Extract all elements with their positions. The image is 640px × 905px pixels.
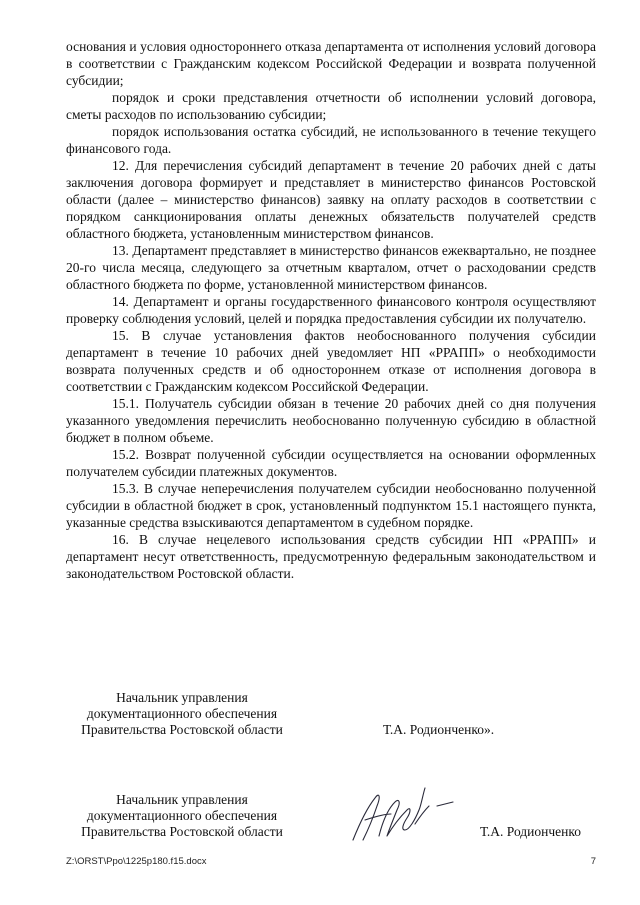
signature-title-line: документационного обеспечения [86,706,278,721]
signature-title-2 [66,792,298,840]
paragraph: 15.2. Возврат полученной субсидии осуществляется на основании оформленных получателем субсидии платежных документов. [66,447,596,479]
paragraph: порядок и сроки представления отчетности об исполнении условий договора, сметы расходов по использованию субсидии; [66,90,596,122]
file-path: Z:\ORST\Ppo\1225p180.f15.docx [66,856,207,867]
paragraph: 14. Департамент и органы государственного финансового контроля осуществляют проверку соблюдения условий, целей и порядка предоставления субсидии их получателю. [66,294,596,326]
paragraph: 15. В случае установления фактов необоснованного получения субсидии департамент в течение 10 рабочих дней уведомляет НП «РРАПП» о необходимости возврата полученных средств и об одностороннем отказе от исполнения договора в соответствии с Гражданским кодексом Российской Федерации. [66,328,596,394]
paragraph: порядок использования остатка субсидий, не использованного в течение текущего финансового года. [66,124,596,156]
handwritten-signature [345,780,465,850]
signature-title-1 [66,690,298,738]
signature-title-line: Начальник управления [116,792,248,807]
signature-title-line: Начальник управления [116,690,248,705]
paragraph: 16. В случае нецелевого использования средств субсидии НП «РРАПП» и департамент несут ответственность, предусмотренную федеральным законодательством и законодательством Ростовской области. [66,532,596,581]
paragraph: 15.1. Получатель субсидии обязан в течение 20 рабочих дней со дня получения указанного уведомления перечислить необоснованно полученную субсидию в областной бюджет в полном объеме. [66,396,596,445]
signature-title-line: Правительства Ростовской области [81,722,283,737]
paragraph: 13. Департамент представляет в министерство финансов ежеквартально, не позднее 20-го числа месяца, следующего за отчетным кварталом, отчет о расходовании средств областного бюджета по форме, установленной министерством финансов. [66,243,596,292]
signatory-name-1: Т.А. Родионченко». [383,722,495,737]
signature-title-line: Правительства Ростовской области [81,824,283,839]
paragraph: 15.3. В случае неперечисления получателем субсидии необоснованно полученной субсидии в областной бюджет в срок, установленный подпунктом 15.1 настоящего пункта, указанные средства взыскиваются департаментом в судебном порядке. [66,481,596,530]
signatory-name-2: Т.А. Родионченко [480,824,581,839]
paragraph: основания и условия одностороннего отказа департамента от исполнения условий договора в соответствии с Гражданским кодексом Российской Федерации и возврата полученной субсидии; [66,39,596,88]
page-footer [66,856,596,867]
document-body [66,38,596,582]
page-number: 7 [590,856,596,867]
paragraph: 12. Для перечисления субсидий департамент в течение 20 рабочих дней с даты заключения договора формирует и представляет в министерство финансов Ростовской области (далее – министерство финансов) заявку на оплату расходов в соответствии с порядком санкционирования оплаты денежных обязательств получателей средств областного бюджета, установленным министерством финансов. [66,158,596,241]
signature-title-line: документационного обеспечения [86,808,278,823]
